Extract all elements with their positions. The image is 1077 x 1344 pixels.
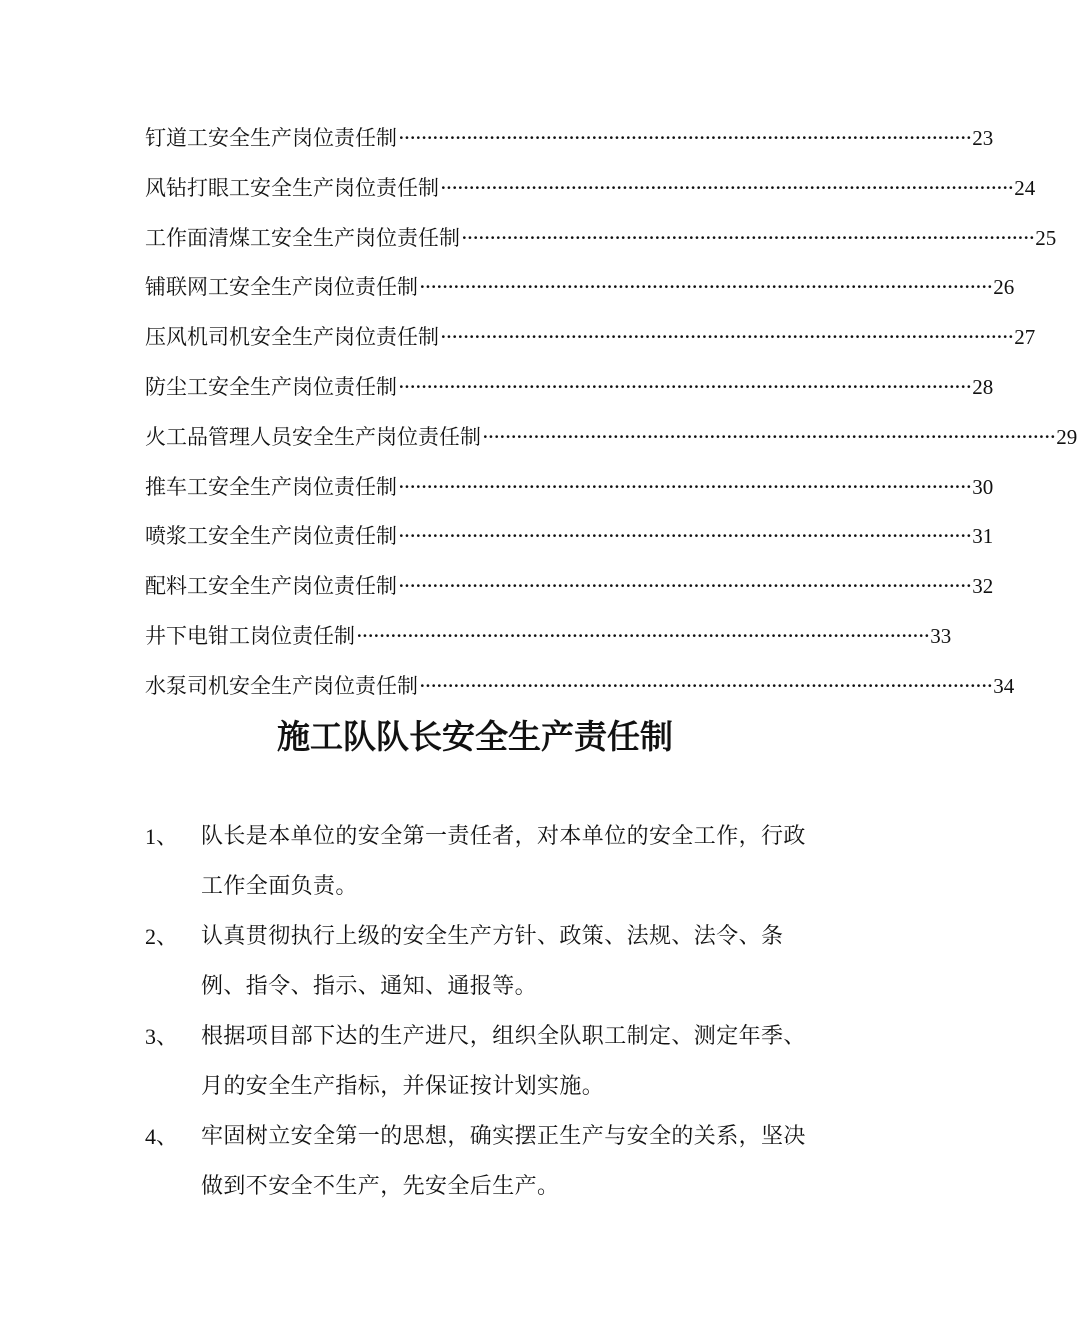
toc-entry-title: 推车工安全生产岗位责任制 bbox=[145, 474, 397, 499]
toc-entry-page: 31 bbox=[972, 524, 994, 549]
toc-entry bbox=[145, 417, 1077, 467]
list-item-number: 1、 bbox=[145, 824, 179, 849]
list-item-number: 2、 bbox=[145, 924, 179, 949]
list-item-number: 3、 bbox=[145, 1024, 179, 1049]
list-item-text: 根据项目部下达的生产进尺，组织全队职工制定、测定年季、月的安全生产指标，并保证按计划实施。 bbox=[201, 1024, 806, 1099]
toc-entry bbox=[145, 516, 994, 566]
toc-entry bbox=[145, 168, 1036, 218]
toc-leader-dots: ····································································································· bbox=[419, 673, 993, 698]
toc-entry bbox=[145, 317, 1036, 367]
toc-entry-page: 29 bbox=[1056, 424, 1077, 449]
list-item-text: 牢固树立安全第一的思想，确实摆正生产与安全的关系，坚决做到不安全不生产，先安全后生产。 bbox=[201, 1124, 806, 1199]
list-item-text: 队长是本单位的安全第一责任者，对本单位的安全工作，行政工作全面负责。 bbox=[201, 824, 806, 899]
responsibility-list bbox=[145, 812, 815, 1212]
toc-entry-title: 配料工安全生产岗位责任制 bbox=[145, 574, 397, 599]
toc-entry-title: 钉道工安全生产岗位责任制 bbox=[145, 126, 397, 150]
toc-leader-dots: ····································································································· bbox=[440, 325, 1014, 350]
toc-entry-title: 铺联网工安全生产岗位责任制 bbox=[145, 275, 418, 300]
list-item bbox=[145, 1112, 815, 1212]
toc-leader-dots: ····································································································· bbox=[398, 374, 972, 399]
toc-entry-title: 火工品管理人员安全生产岗位责任制 bbox=[145, 424, 481, 449]
toc-entry-title: 压风机司机安全生产岗位责任制 bbox=[145, 325, 439, 350]
toc-entry bbox=[145, 616, 952, 666]
toc-entry-title: 防尘工安全生产岗位责任制 bbox=[145, 374, 397, 399]
toc-leader-dots: ····································································································· bbox=[398, 524, 972, 549]
toc-entry-page: 32 bbox=[972, 574, 994, 599]
list-item-text: 认真贯彻执行上级的安全生产方针、政策、法规、法令、条例、指令、指示、通知、通报等。 bbox=[201, 924, 784, 999]
toc-entry-page: 27 bbox=[1014, 325, 1036, 350]
list-item bbox=[145, 812, 815, 912]
toc-leader-dots: ····································································································· bbox=[398, 474, 972, 499]
toc-leader-dots: ····································································································· bbox=[419, 275, 993, 300]
toc-leader-dots: ····································································································· bbox=[440, 175, 1014, 200]
toc-entry-page: 33 bbox=[930, 623, 952, 648]
toc-entry-title: 风钻打眼工安全生产岗位责任制 bbox=[145, 175, 439, 200]
list-item bbox=[145, 1012, 815, 1112]
toc-entry-title: 喷浆工安全生产岗位责任制 bbox=[145, 524, 397, 549]
table-of-contents bbox=[145, 118, 1077, 716]
toc-entry-page: 23 bbox=[972, 126, 994, 150]
toc-leader-dots: ····································································································· bbox=[482, 424, 1056, 449]
toc-entry-page: 34 bbox=[993, 673, 1015, 698]
list-item bbox=[145, 912, 815, 1012]
toc-entry bbox=[145, 467, 994, 517]
toc-leader-dots: ····································································································· bbox=[398, 574, 972, 599]
toc-entry-title: 水泵司机安全生产岗位责任制 bbox=[145, 673, 418, 698]
toc-leader-dots: ····································································································· bbox=[356, 623, 930, 648]
toc-entry-page: 30 bbox=[972, 474, 994, 499]
toc-entry-page: 26 bbox=[993, 275, 1015, 300]
toc-entry bbox=[145, 367, 994, 417]
toc-entry-title: 井下电钳工岗位责任制 bbox=[145, 623, 355, 648]
toc-entry-title: 工作面清煤工安全生产岗位责任制 bbox=[145, 225, 460, 250]
toc-entry bbox=[145, 566, 994, 616]
toc-leader-dots: ····································································································· bbox=[461, 225, 1035, 250]
toc-entry bbox=[145, 118, 994, 168]
toc-entry-page: 28 bbox=[972, 374, 994, 399]
toc-entry bbox=[145, 666, 1015, 716]
toc-leader-dots: ····································································································· bbox=[398, 126, 972, 150]
toc-entry bbox=[145, 267, 1015, 317]
section-heading: 施工队队长安全生产责任制 bbox=[277, 717, 673, 756]
toc-entry bbox=[145, 218, 1057, 268]
toc-entry-page: 24 bbox=[1014, 175, 1036, 200]
list-item-number: 4、 bbox=[145, 1124, 179, 1149]
toc-entry-page: 25 bbox=[1035, 225, 1057, 250]
